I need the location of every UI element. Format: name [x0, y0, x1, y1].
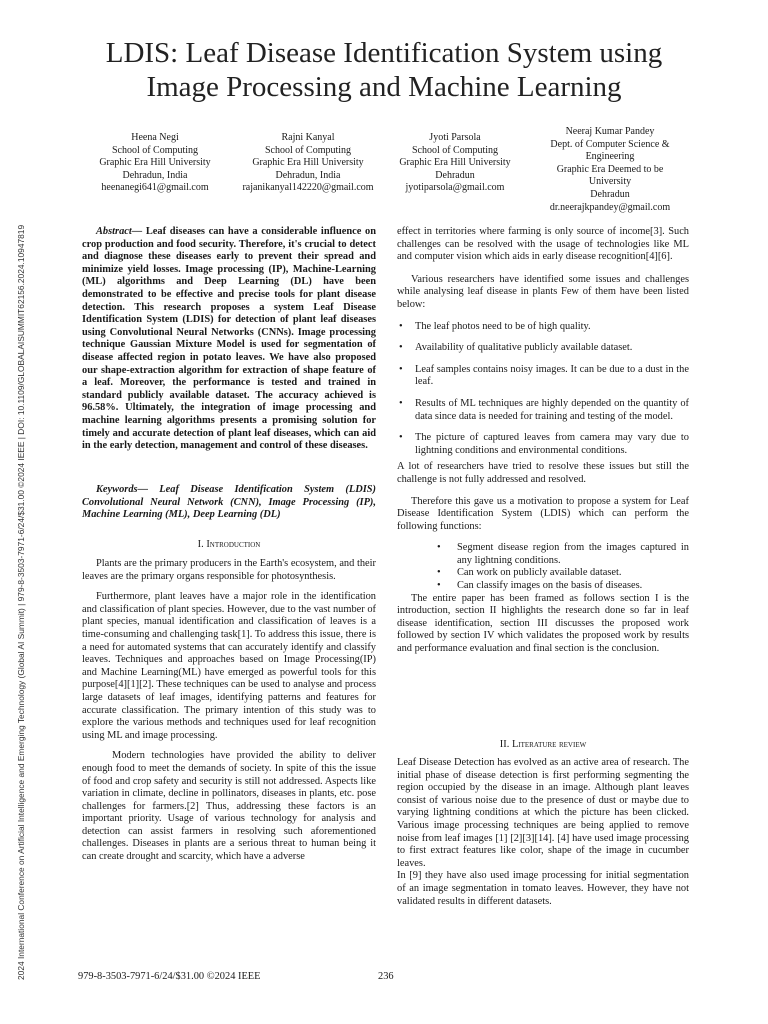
intro-paragraph: Modern technologies have provided the ability to deliver enough food to meet the demands of society. In spite of this the issue of food and crop safety and security is still not addressed. Aspects like variation in climate, decline in pollinators, diseases in plants, etc. pose challenges for farmers.[2] Thus, addressing these factors is an important priority. Usage of various technology for analysis and detection can assist farmers in resolving such aforementioned challenges. Diseases in plants are a serious threat to human being it can create drought and scarcity, which have a adverse [82, 750, 376, 863]
author-dept: School of Computing [111, 144, 199, 156]
list-item: • The leaf photos need to be of high quality. [397, 321, 689, 334]
intro-paragraph: Plants are the primary producers in the Earth's ecosystem, and their leaves are the primary organs responsible for photosynthesis. [82, 558, 376, 582]
author-university-cont: University [588, 176, 632, 188]
author-dept: School of Computing [411, 144, 499, 156]
list-item: • Results of ML techniques are highly depended on the quantity of data since data is needed for training and testing of the model. [397, 398, 689, 423]
intro-paragraph: Furthermore, plant leaves have a major role in the identification and classification of plant species. However, due to the vast number of plant species, manual identification and classification of leaves is a time-consuming and challenging task[1]. To address this issue, there is a need for automated systems that can accurately identify and classify leaves. Techniques and approaches based on Image Processing(IP) and Machine Learning(ML) have emerged as powerful tools for this purpose[4][1][2]. These techniques can be used to analyse and process large datasets of leaf images, identifying patterns and features for accurate classification. The primary intention of this study was to explore the various methods and techniques used for leaf recognition using ML and image processing. [82, 591, 376, 741]
author-dept-cont: Engineering [585, 151, 635, 163]
functions-list [397, 542, 689, 592]
literature-review-body [397, 757, 689, 908]
page-number: 236 [378, 971, 394, 982]
paragraph: A lot of researchers have tried to resolve these issues but still the challenge is not fully addressed and resolved. [397, 461, 689, 485]
paragraph: Therefore this gave us a motivation to propose a system for Leaf Disease Identification System (LDIS) which can perform the following functions: [397, 495, 689, 532]
author-block-2 [228, 132, 388, 195]
abstract-text: Leaf diseases can have a considerable influence on crop production and food security. Therefore, it's crucial to detect and diagnose these diseases early to prevent their spread and minimize yield losses. Image processing (IP), Machine-Learning (ML) algorithms and Deep Learning (DL) have been demonstrated to be effective and precise tools for plant disease detection. This research proposes a system Leaf Disease Identification System (LDIS) for detection of plant leaf diseases using Convolutional Neural Networks (CNNs). Image processing technique Gaussian Mixture Model is used for segmentation of disease affected region in potato leaves. We have also proposed our shape-extraction algorithm for extraction of shape feature of a leaf. Moreover, the performance is tested and trained in standard publicly available dataset. The accuracy achieved is 96.58%. Ultimately, the integration of image processing and machine learning algorithms presents a promising solution for timely and accurate detection of plant leaf diseases, which can aid in the early detection, management and control of these diseases. [82, 226, 376, 452]
author-city: Dehradun, India [275, 169, 341, 181]
list-item: • The picture of captured leaves from camera may vary due to lightning conditions and environmental conditions. [397, 432, 689, 457]
section-heading-introduction [82, 539, 376, 550]
keywords-label: Keywords— [96, 484, 148, 495]
list-item: • Can work on publicly available dataset. [397, 567, 689, 580]
footer-isbn: 979-8-3503-7971-6/24/$31.00 ©2024 IEEE [78, 971, 261, 982]
author-university: Graphic Era Hill University [252, 157, 364, 169]
author-email: dr.neerajkpandey@gmail.com [549, 201, 671, 213]
author-dept: School of Computing [264, 144, 352, 156]
section-heading-literature-review [397, 739, 689, 750]
paragraph: In [9] they have also used image processing for initial segmentation of an image segmentation in tomato leaves. However, they have not validated results in different datasets. [397, 870, 689, 907]
author-city: Dehradun [435, 169, 475, 181]
author-dept: Dept. of Computer Science & [550, 138, 670, 150]
list-item: • Leaf samples contains noisy images. It can be due to a dust in the leaf. [397, 364, 689, 389]
author-name: Rajni Kanyal [281, 132, 335, 143]
paragraph: Various researchers have identified some issues and challenges while analysing leaf disease in plants Few of them have been listed below: [397, 273, 689, 310]
paper-title-line-1: LDIS: Leaf Disease Identification System using [105, 37, 663, 69]
section-title: Literature review [511, 739, 587, 750]
section-title: Introduction [206, 539, 261, 550]
author-university: Graphic Era Hill University [99, 157, 211, 169]
list-item: • Segment disease region from the images captured in any lightning conditions. [397, 542, 689, 567]
author-city: Dehradun [590, 188, 630, 200]
abstract [82, 226, 376, 453]
challenges-list [397, 321, 689, 458]
author-city: Dehradun, India [122, 169, 188, 181]
keywords [82, 484, 376, 522]
paragraph: The entire paper has been framed as follows section I is the introduction, section II highlights the research done so far in leaf disease identification, section III discusses the proposed work followed by section IV which validates the proposed work by results and performance evaluation and final section is the conclusion. [397, 592, 689, 655]
list-item: • Can classify images on the basis of diseases. [397, 580, 689, 593]
paragraph: Leaf Disease Detection has evolved as an active area of research. The initial phase of disease detection is first performing segmenting the region occupied by the disease in an image. Although plant leaves consist of various noise due to the presence of dust or maybe due to varying lightning conditions at which the picture has been clicked. Various image processing techniques are being applied to remove noise from leaf images [1] [2][3][14]. [4] have used image processing to first extract features like color, shape of the image in cucumber leaves. [397, 757, 689, 869]
side-doi-banner: 2024 International Conference on Artificial Intelligence and Emerging Technology (Global AI Summit) | 979-8-3503-7971-6/24/$31.00 ©2024 IEEE | DOI: 10.1109/GLOBALAISUMMIT62156.2024.10947819 [16, 224, 26, 980]
author-email: heenanegi641@gmail.com [101, 182, 209, 194]
list-item: • Availability of qualitative publicly available dataset. [397, 342, 689, 355]
section-number: I. [197, 539, 204, 550]
paragraph: effect in territories where farming is only source of income[3]. Such challenges can be resolved with the usage of technologies like ML and computer vision which aids in early disease recognition[4][6]. [397, 226, 689, 263]
author-email: rajanikanyal142220@gmail.com [242, 182, 374, 194]
abstract-label: Abstract— [96, 226, 143, 237]
paper-title-line-2: Image Processing and Machine Learning [146, 71, 622, 103]
right-column-body [397, 226, 689, 656]
author-block-1 [80, 132, 230, 195]
author-university: Graphic Era Deemed to be [556, 163, 664, 175]
author-email: jyotiparsola@gmail.com [405, 182, 505, 194]
author-name: Heena Negi [131, 132, 179, 143]
author-name: Jyoti Parsola [429, 132, 481, 143]
author-block-3 [385, 132, 525, 195]
section-number: II. [499, 739, 510, 750]
author-block-4 [535, 126, 685, 214]
author-name: Neeraj Kumar Pandey [565, 126, 655, 137]
keywords-text: Leaf Disease Identification System (LDIS) Convolutional Neural Network (CNN), Image Processing (IP), Machine Learning (ML), Deep Learning (DL) [82, 484, 376, 521]
introduction-body [82, 558, 376, 864]
author-university: Graphic Era Hill University [399, 157, 511, 169]
